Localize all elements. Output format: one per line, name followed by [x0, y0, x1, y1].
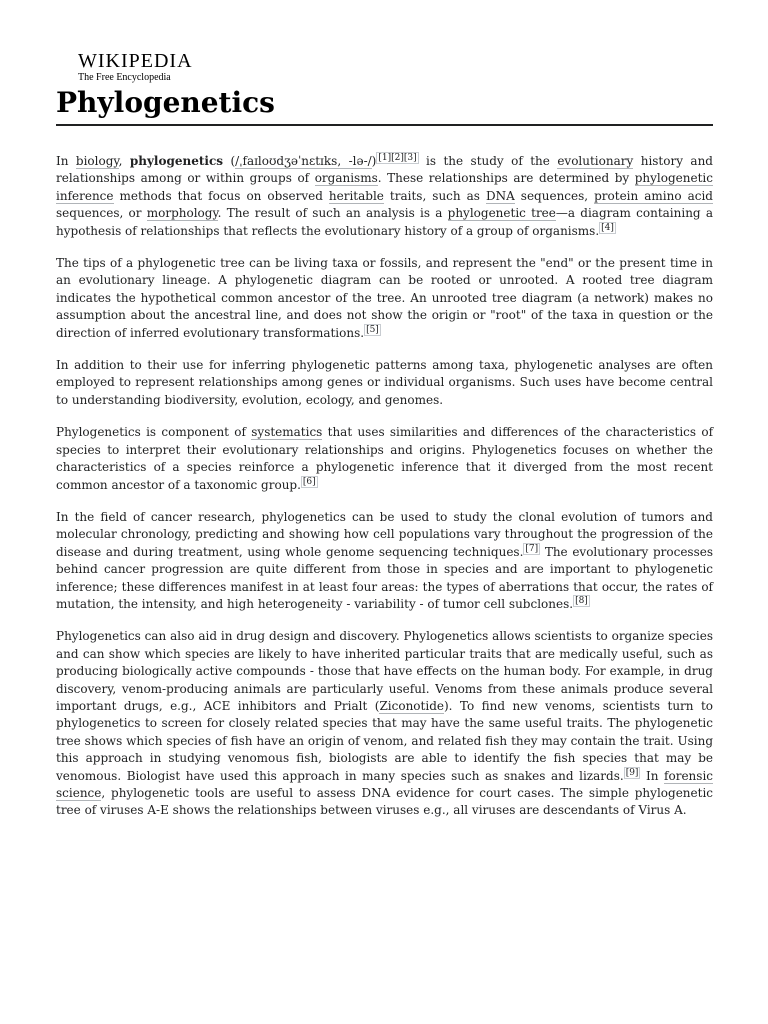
- page-title: Phylogenetics: [56, 86, 275, 119]
- article-body: [56, 153, 713, 835]
- paragraph-cancer: [56, 509, 713, 613]
- text: is the study of the: [418, 154, 558, 168]
- ref-4[interactable]: [4]: [601, 222, 614, 233]
- link-heritable[interactable]: heritable: [328, 188, 384, 203]
- link-phylogenetic-inference[interactable]: phylogenetic inference: [56, 171, 713, 203]
- ref-5[interactable]: [5]: [366, 324, 379, 335]
- text: history and relationships among or within groups of: [56, 154, 713, 186]
- text: Phylogenetics can also aid in drug design and discovery. Phylogenetics allows scientists to organize species and can show which species are likely to have inherited particular traits that are medically useful, such as producing biologically active compounds - those that have effects on the human body. For example, in drug discovery, venom-producing animals are particularly useful. Venoms from these animals produce several important drugs, e.g., ACE inhibitors and Prialt (: [56, 629, 713, 713]
- link-phylogenetic-tree[interactable]: phylogenetic tree: [447, 206, 556, 221]
- term-phylogenetics: phylogenetics: [129, 154, 224, 168]
- text: that uses similarities and differences of the characteristics of species to interpret their evolutionary relationships and origins. Phylogenetics focuses on whether the characteristics of a species reinforce a phylogenetic inference that it diverged from the most recent common ancestor of a taxonomic group.: [56, 425, 714, 492]
- logo-tagline: The Free Encyclopedia: [78, 72, 171, 83]
- link-biology[interactable]: biology: [75, 154, 119, 168]
- text: . These relationships are determined by: [377, 171, 635, 186]
- text: sequences, or: [56, 206, 147, 221]
- ref-7[interactable]: [7]: [525, 543, 539, 554]
- text: , phylogenetic tools are useful to assess DNA evidence for court cases. The simple phylogenetic tree of viruses A-E shows the relationships between viruses e.g., all viruses are descendants of Virus A.: [56, 786, 713, 818]
- text: traits, such as: [383, 188, 486, 203]
- text: The tips of a phylogenetic tree can be living taxa or fossils, and represent the "end" or the present time in an evolutionary lineage. A phylogenetic diagram can be rooted or unrooted. A rooted tree diagram indicates the hypothetical common ancestor of the tree. An unrooted tree diagram (a network) makes no assumption about the ancestral line, and does not show the origin or "root" of the taxa in question or the direction of inferred evolutionary transformations.: [56, 256, 713, 340]
- text: The evolutionary processes behind cancer progression are quite different from those in species and are important to phylogenetic inference; these differences manifest in at least four areas: the types of aberrations that occur, the rates of mutation, the intensity, and high heterogeneity - variability - of tumor cell subclones.: [56, 544, 713, 611]
- text: In the field of cancer research, phylogenetics can be used to study the clonal evolution of tumors and molecular chronology, predicting and showing how cell populations vary throughout the progression of the disease and during treatment, using whole genome sequencing techniques.: [56, 509, 713, 559]
- paragraph-drug-design: [56, 628, 713, 819]
- paragraph-systematics: [56, 424, 713, 494]
- paragraph-intro: [56, 153, 713, 240]
- text: ). To find new venoms, scientists turn to phylogenetics to screen for closely related species that may have the same useful traits. The phylogenetic tree shows which species of fish have an origin of venom, and related fish they may contain the trait. Using this approach in studying venomous fish, biologists are able to identify the fish species that may be venomous. Biologist have used this approach in many species such as snakes and lizards.: [56, 698, 714, 783]
- ref-9[interactable]: [9]: [625, 767, 639, 778]
- link-pronunciation[interactable]: /ˌfaɪloʊdʒəˈnɛtɪks, -lə-/: [235, 154, 372, 168]
- text: methods that focus on observed: [113, 188, 329, 203]
- link-ziconotide[interactable]: Ziconotide: [379, 698, 444, 713]
- paragraph-tips: [56, 255, 713, 342]
- link-systematics[interactable]: systematics: [251, 425, 323, 440]
- text: In addition to their use for inferring phylogenetic patterns among taxa, phylogenetic analyses are often employed to represent relationships among genes or individual organisms. Such uses have become central to understanding biodiversity, evolution, ecology, and genomes.: [56, 358, 713, 407]
- text: ,: [118, 154, 130, 168]
- link-organisms[interactable]: organisms: [314, 171, 378, 186]
- title-divider: [56, 124, 713, 126]
- text: Phylogenetics is component of: [56, 425, 252, 440]
- paragraph-uses: [56, 357, 713, 409]
- link-dna[interactable]: DNA: [485, 188, 515, 203]
- logo-wordmark: WIKIPEDIA: [78, 50, 193, 72]
- text: sequences,: [514, 188, 595, 203]
- link-forensic-science[interactable]: forensic science: [56, 768, 713, 800]
- text: In: [640, 768, 665, 783]
- link-evolutionary[interactable]: evolutionary: [557, 154, 634, 168]
- text: (: [223, 154, 236, 168]
- ref-8[interactable]: [8]: [575, 595, 588, 606]
- wikipedia-logo[interactable]: [78, 50, 193, 84]
- text: . The result of such an analysis is a: [217, 206, 448, 221]
- ref-6[interactable]: [6]: [302, 476, 316, 487]
- text: ): [371, 154, 377, 168]
- text: —a diagram containing a hypothesis of relationships that reflects the evolutionary history of a group of organisms.: [56, 206, 713, 238]
- ref-1-2-3[interactable]: [1][2][3]: [378, 153, 417, 163]
- link-morphology[interactable]: morphology: [146, 206, 218, 221]
- text: In: [56, 154, 76, 168]
- link-protein-amino-acid[interactable]: protein amino acid: [594, 188, 713, 203]
